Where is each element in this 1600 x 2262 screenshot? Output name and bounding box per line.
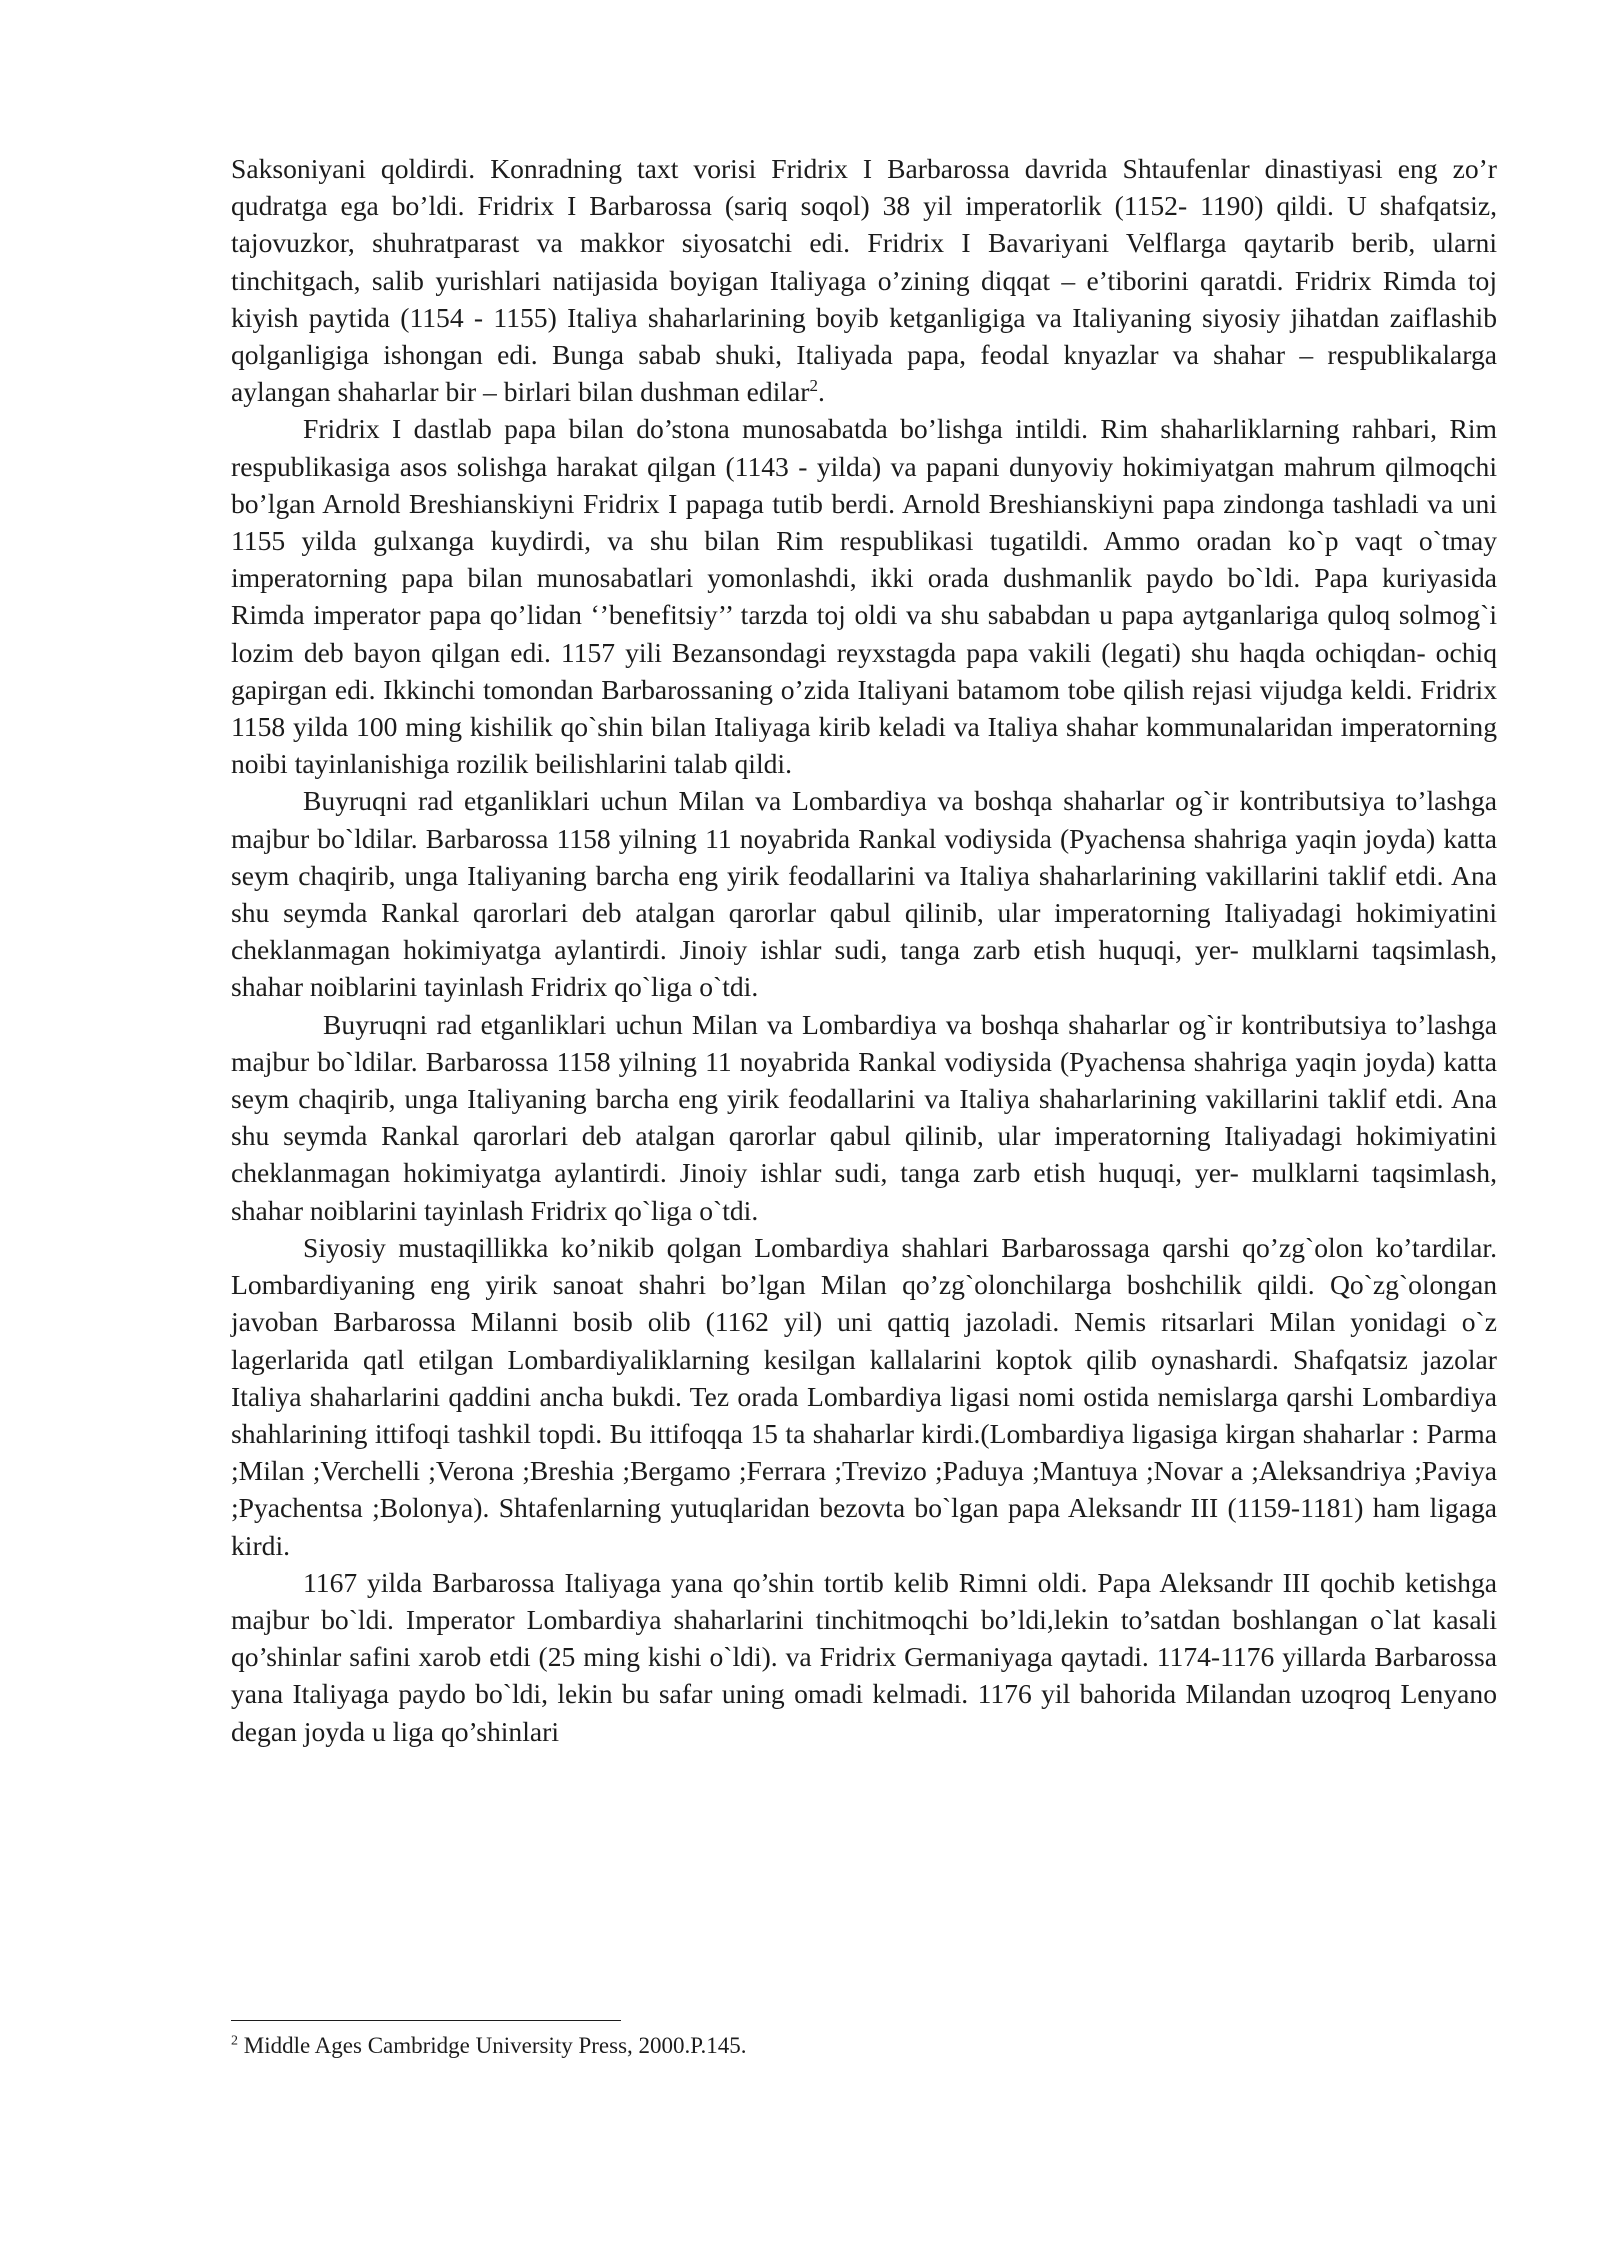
paragraph-4: Buyruqni rad etganliklari uchun Milan va Lombardiya va boshqa shaharlar og`ir kontributsiya to’lashga majbur bo`ldilar. Barbarossa 1158 yilning 11 noyabrida Rankal vodiysida (Pyachensa shahriga yaqin joyda) katta seym chaqirib, unga Italiyaning barcha eng yirik feodallarini va Italiya shaharlarining vakillarini taklif etdi. Ana shu seymda Rankal qarorlari deb atalgan qarorlar qabul qilinib, ular imperatorning Italiyadagi hokimiyatini cheklanmagan hokimiyatga aylantirdi. Jinoiy ishlar sudi, tanga zarb etish huquqi, yer- mulklarni taqsimlash, shahar noiblarini tayinlash Fridrix qo`liga o`tdi. xyxy=(231,1008,1497,1226)
paragraph-1 xyxy=(231,150,1497,410)
footnote-separator xyxy=(231,2020,621,2021)
footnote-reference[interactable]: 2 xyxy=(809,376,818,396)
footnote-text: Middle Ages Cambridge University Press, 2000.P.145. xyxy=(238,2033,747,2058)
paragraph-6: 1167 yilda Barbarossa Italiyaga yana qo’shin tortib kelib Rimni oldi. Papa Aleksandr III qochib ketishga majbur bo`ldi. Imperator Lombardiya shaharlarini tinchitmoqchi bo’ldi,lekin to’satdan boshlangan o`lat kasali qo’shinlar safini xarob etdi (25 ming kishi o`ldi). va Fridrix Germaniyaga qaytadi. 1174-1176 yillarda Barbarossa yana Italiyaga paydo bo`ldi, lekin bu safar uning omadi kelmadi. 1176 yil bahorida Milandan uzoqroq Lenyano degan joyda u liga qo’shinlari xyxy=(231,1566,1497,1747)
paragraph-2: Fridrix I dastlab papa bilan do’stona munosabatda bo’lishga intildi. Rim shaharliklarning rahbari, Rim respublikasiga asos solishga harakat qilgan (1143 - yilda) va papani dunyoviy hokimiyatgan mahrum qilmoqchi bo’lgan Arnold Breshianskiyni Fridrix I papaga tutib berdi. Arnold Breshianskiyni papa zindonga tashladi va uni 1155 yilda gulxanga kuydirdi, va shu bilan Rim respublikasi tugatildi. Ammo oradan ko`p vaqt o`tmay imperatorning papa bilan munosabatlari yomonlashdi, ikki orada dushmanlik paydo bo`ldi. Papa kuriyasida Rimda imperator papa qo’lidan ‘’benefitsiy’’ tarzda toj oldi va shu sababdan u papa aytganlariga quloq solmog`i lozim deb bayon qilgan edi. 1157 yili Bezansondagi reyxstagda papa vakili (legati) shu haqda ochiqdan- ochiq gapirgan edi. Ikkinchi tomondan Barbarossaning o’zida Italiyani batamom tobe qilish rejasi vijudga keldi. Fridrix 1158 yilda 100 ming kishilik qo`shin bilan Italiyaga kirib keladi va Italiya shahar kommunalaridan imperatorning noibi tayinlanishiga rozilik beilishlarini talab qildi. xyxy=(231,413,1497,780)
document-body xyxy=(231,150,1497,1750)
paragraph-5: Siyosiy mustaqillikka ko’nikib qolgan Lombardiya shahlari Barbarossaga qarshi qo’zg`olon ko’tardilar. Lombardiyaning eng yirik sanoat shahri bo’lgan Milan qo’zg`olonchilarga boshchilik qildi. Qo`zg`olongan javoban Barbarossa Milanni bosib olib (1162 yil) uni qattiq jazoladi. Nemis ritsarlari Milan yonidagi o`z lagerlarida qatl etilgan Lombardiyaliklarning kesilgan kallalarini koptok qilib oynashardi. Shafqatsiz jazolar Italiya shaharlarini qaddini ancha bukdi. Tez orada Lombardiya ligasi nomi ostida nemislarga qarshi Lombardiya shahlarining ittifoqi tashkil topdi. Bu ittifoqqa 15 ta shaharlar kirdi.(Lombardiya ligasiga kirgan shaharlar : Parma ;Milan ;Verchelli ;Verona ;Breshia ;Bergamo ;Ferrara ;Trevizo ;Paduya ;Mantuya ;Novar a ;Aleksandriya ;Paviya ;Pyachentsa ;Bolonya). Shtafenlarning yutuqlaridan bezovta bo`lgan papa Aleksandr III (1159-1181) ham ligaga kirdi. xyxy=(231,1231,1497,1561)
paragraph-1-text: Saksoniyani qoldirdi. Konradning taxt vorisi Fridrix I Barbarossa davrida Shtaufenlar dinastiyasi eng zo’r qudratga ega bo’ldi. Fridrix I Barbarossa (sariq soqol) 38 yil imperatorlik (1152- 1190) qildi. U shafqatsiz, tajovuzkor, shuhratparast va makkor siyosatchi edi. Fridrix I Bavariyani Velflarga qaytarib berib, ularni tinchitgach, salib yurishlari natijasida boyigan Italiyaga o’zining diqqat – e’tiborini qaratdi. Fridrix Rimda toj kiyish paytida (1154 - 1155) Italiya shaharlarining boyib ketganligiga va Italiyaning siyosiy jihatdan zaiflashib qolganligiga ishongan edi. Bunga sabab shuki, Italiyada papa, feodal knyazlar va shahar – respublikalarga aylangan shaharlar bir – birlari bilan dushman edilar xyxy=(231,153,1497,408)
footnote-number: 2 xyxy=(231,2033,238,2049)
footnote xyxy=(231,2030,1497,2062)
paragraph-1-end: . xyxy=(818,376,825,408)
paragraph-3: Buyruqni rad etganliklari uchun Milan va Lombardiya va boshqa shaharlar og`ir kontributsiya to’lashga majbur bo`ldilar. Barbarossa 1158 yilning 11 noyabrida Rankal vodiysida (Pyachensa shahriga yaqin joyda) katta seym chaqirib, unga Italiyaning barcha eng yirik feodallarini va Italiya shaharlarining vakillarini taklif etdi. Ana shu seymda Rankal qarorlari deb atalgan qarorlar qabul qilinib, ular imperatorning Italiyadagi hokimiyatini cheklanmagan hokimiyatga aylantirdi. Jinoiy ishlar sudi, tanga zarb etish huquqi, yer- mulklarni taqsimlash, shahar noiblarini tayinlash Fridrix qo`liga o`tdi. xyxy=(231,785,1497,1003)
